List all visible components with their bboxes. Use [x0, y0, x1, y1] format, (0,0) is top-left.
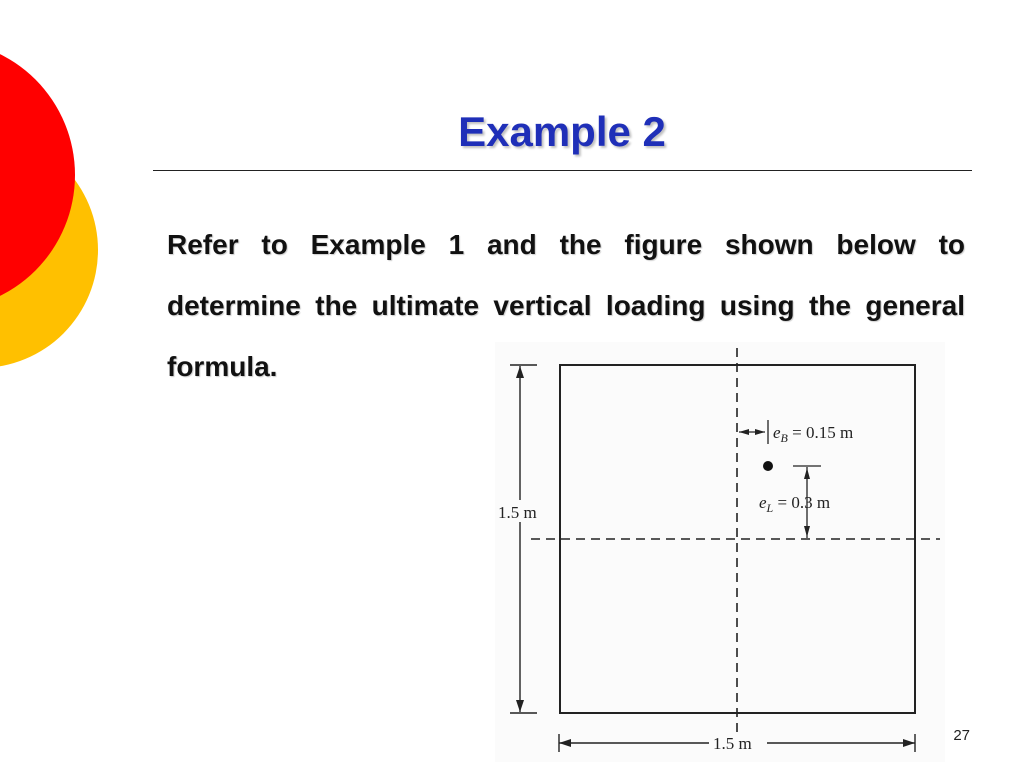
eccentricity-b-label: $e_B = 0.15$ m: [773, 423, 854, 445]
footing-figure: [495, 342, 945, 762]
slide-title: Example 2: [458, 108, 666, 155]
title-divider: [153, 170, 972, 171]
eccentricity-l-label: $e_L = 0.3$ m: [759, 493, 831, 515]
height-dimension-label: 1.5 m: [498, 503, 537, 522]
decorative-circles: [0, 0, 110, 410]
problem-statement: Refer to Example 1 and the figure shown below to determine the ultimate vertical loading using the general formula.: [167, 229, 965, 382]
load-point: [763, 461, 773, 471]
page-number: 27: [953, 727, 970, 744]
width-dimension-label: 1.5 m: [713, 734, 752, 753]
